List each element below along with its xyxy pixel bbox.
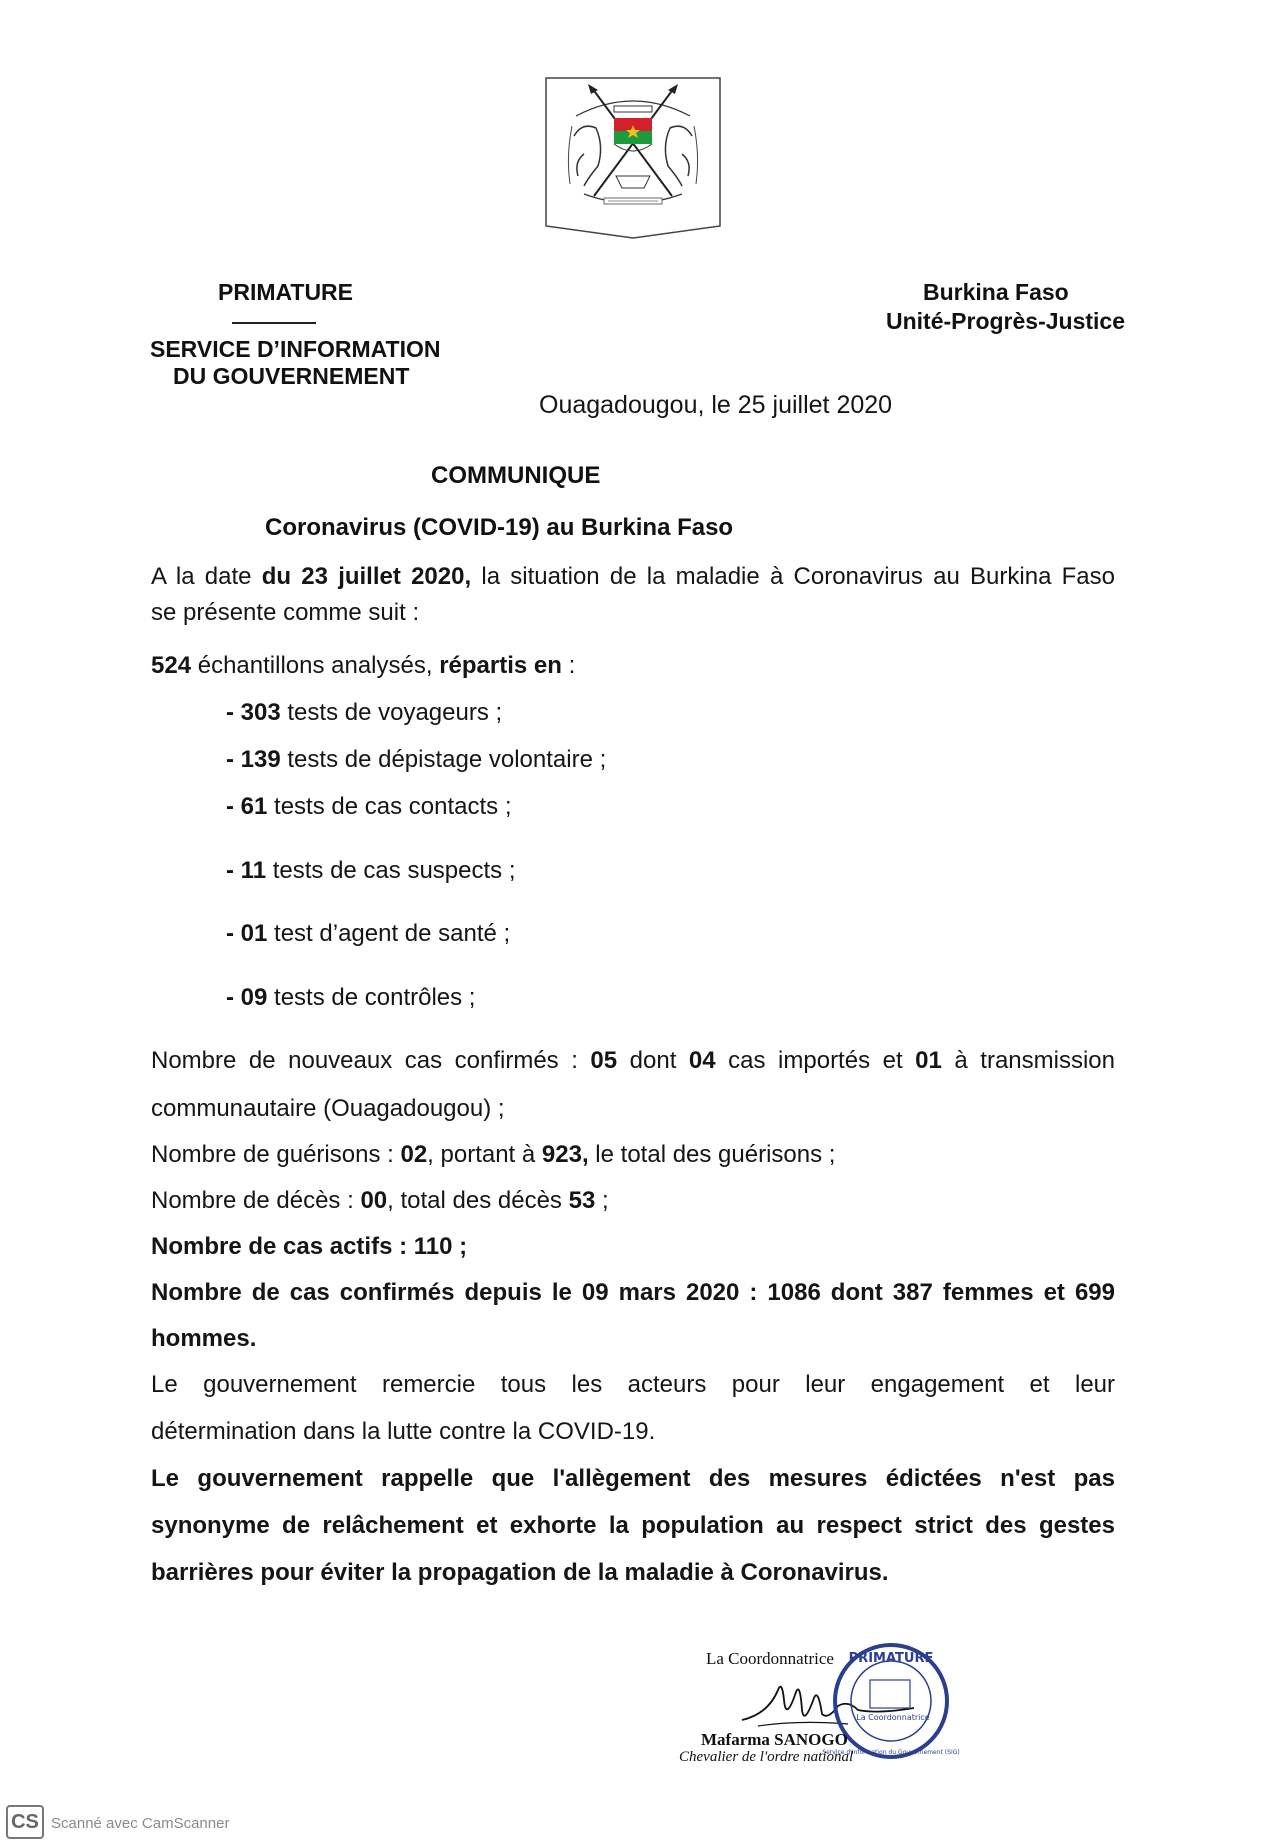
new-cases-line1: Nombre de nouveaux cas confirmés : 05 dont 04 cas importés et 01 à transmission (151, 1047, 1116, 1074)
intro-paragraph-line1: A la date du 23 juillet 2020, la situation de la maladie à Coronavirus au Burkina Faso (151, 563, 1115, 590)
camscanner-watermark: Scanné avec CamScanner (51, 1815, 230, 1832)
new-cases-line2: communautaire (Ouagadougou) ; (151, 1095, 505, 1122)
signatory-distinction: Chevalier de l'ordre national (679, 1749, 854, 1765)
place-date: Ouagadougou, le 25 juillet 2020 (539, 391, 893, 419)
list-item: - 09 tests de contrôles ; (226, 984, 476, 1011)
list-item: - 61 tests de cas contacts ; (226, 793, 512, 820)
reminder-line2: synonyme de relâchement et exhorte la population au respect strict des gestes (151, 1512, 1115, 1539)
reminder-line1: Le gouvernement rappelle que l'allègement des mesures édictées n'est pas (151, 1465, 1115, 1492)
communique-title: COMMUNIQUE (431, 462, 601, 489)
stamp-top-text: PRIMATURE (848, 1651, 934, 1666)
reminder-line3: barrières pour éviter la propagation de la maladie à Coronavirus. (151, 1559, 889, 1586)
list-item: - 01 test d’agent de santé ; (226, 920, 511, 947)
primature-heading: PRIMATURE (218, 279, 354, 305)
recoveries-line: Nombre de guérisons : 02, portant à 923, le total des guérisons ; (151, 1141, 836, 1168)
camscanner-logo-icon: CS (6, 1805, 44, 1839)
thanks-line1: Le gouvernement remercie tous les acteurs pour leur engagement et leur (151, 1371, 1115, 1398)
thanks-line2: détermination dans la lutte contre la COVID-19. (151, 1418, 656, 1445)
list-item: - 303 tests de voyageurs ; (226, 699, 503, 726)
list-item: - 11 tests de cas suspects ; (226, 857, 516, 884)
signatory-name: Mafarma SANOGO (701, 1730, 848, 1749)
samples-summary: 524 échantillons analysés, répartis en : (151, 652, 576, 679)
header-divider (232, 322, 316, 324)
service-heading-line2: DU GOUVERNEMENT (173, 363, 410, 389)
coat-of-arms-icon (544, 76, 722, 240)
stamp-ring-text: Service d'Information du Gouvernement (SIG) (822, 1749, 960, 1756)
total-cases-line2: hommes. (151, 1325, 257, 1352)
deaths-line: Nombre de décès : 00, total des décès 53 ; (151, 1187, 609, 1214)
primature-stamp-icon (822, 1640, 960, 1762)
total-cases-line1: Nombre de cas confirmés depuis le 09 mars 2020 : 1086 dont 387 femmes et 699 (151, 1279, 1115, 1306)
active-cases-line: Nombre de cas actifs : 110 ; (151, 1233, 468, 1260)
stamp-center-text: La Coordonnatrice (856, 1713, 930, 1722)
communique-subtitle: Coronavirus (COVID-19) au Burkina Faso (265, 514, 734, 541)
signature-role: La Coordonnatrice (706, 1649, 834, 1668)
intro-paragraph-line2: se présente comme suit : (151, 599, 420, 626)
service-heading-line1: SERVICE D’INFORMATION (150, 336, 441, 362)
country-name: Burkina Faso (923, 279, 1069, 305)
country-motto: Unité-Progrès-Justice (886, 308, 1126, 334)
list-item: - 139 tests de dépistage volontaire ; (226, 746, 607, 773)
